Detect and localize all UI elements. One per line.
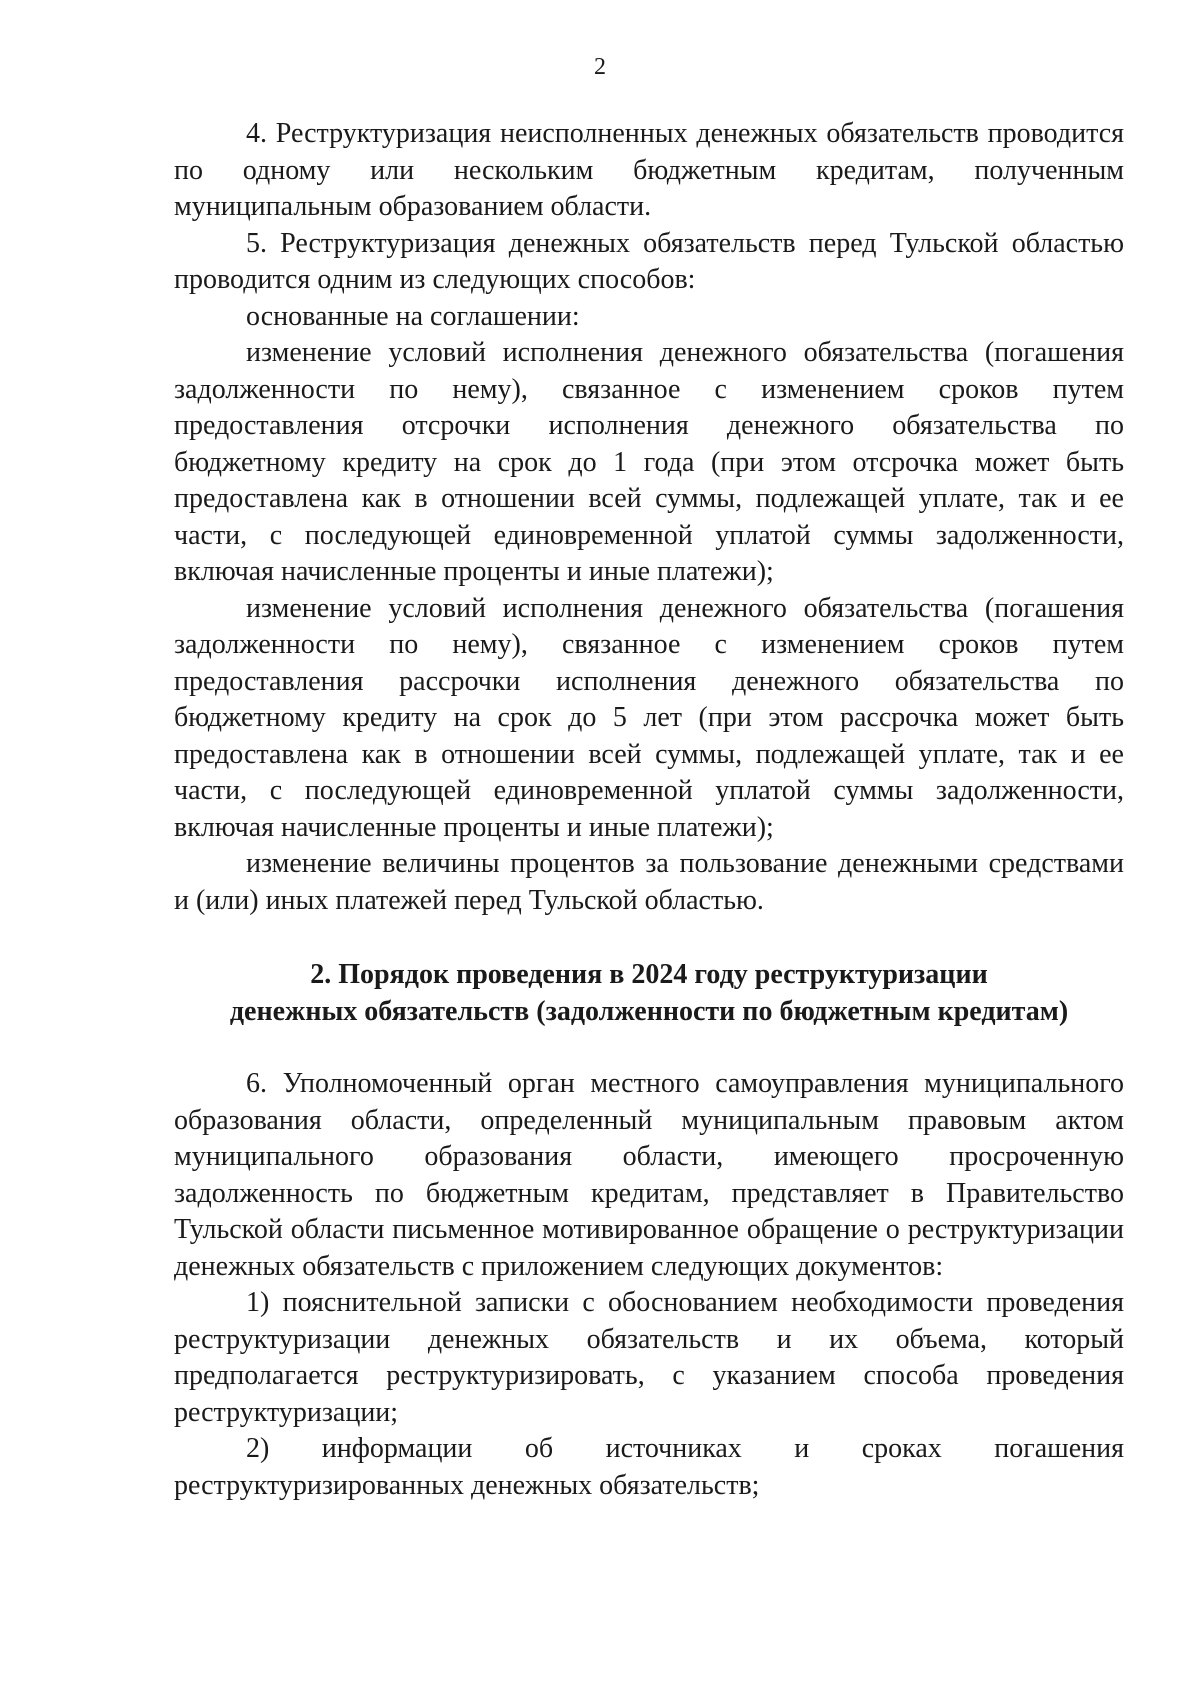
paragraph-installment: изменение условий исполнения денежного обязательства (погашения задолженности по нему), связанное с изменением сроков путем предоставления рассрочки исполнения денежного обязательства по бюджетному кредиту на срок до 5 лет (при этом рассрочка может быть предоставлена как в отношении всей суммы, подлежащей уплате, так и ее части, с последующей единовременной уплатой суммы задолженности, включая начисленные проценты и иные платежи); — [174, 592, 1124, 843]
list-item-2: 2) информации об источниках и сроках погашения реструктуризированных денежных обязательств; — [174, 1433, 1124, 1501]
section-heading — [174, 957, 1124, 1030]
section-heading-line-1: 2. Порядок проведения в 2024 году реструктуризации — [310, 959, 988, 990]
page-number: 2 — [594, 54, 606, 80]
paragraph-6: 6. Уполномоченный орган местного самоуправления муниципального образования области, определенный муниципальным правовым актом муниципального образования области, имеющего просроченную задолженность по бюджетным кредитам, представляет в Правительство Тульской области письменное мотивированное обращение о реструктуризации денежных обязательств с приложением следующих документов: — [174, 1068, 1124, 1282]
paragraph-interest-change: изменение величины процентов за пользование денежными средствами и (или) иных платежей перед Тульской областью. — [174, 848, 1124, 916]
paragraph-deferral: изменение условий исполнения денежного обязательства (погашения задолженности по нему), связанное с изменением сроков путем предоставления отсрочки исполнения денежного обязательства по бюджетному кредиту на срок до 1 года (при этом отсрочка может быть предоставлена как в отношении всей суммы, подлежащей уплате, так и ее части, с последующей единовременной уплатой суммы задолженности, включая начисленные проценты и иные платежи); — [174, 337, 1124, 587]
document-body — [174, 116, 1124, 1504]
section-heading-line-2: денежных обязательств (задолженности по бюджетным кредитам) — [229, 995, 1069, 1027]
paragraph-5: 5. Реструктуризация денежных обязательств перед Тульской областью проводится одним из следующих способов: — [174, 227, 1124, 295]
list-item-1: 1) пояснительной записки с обоснованием необходимости проведения реструктуризации денежных обязательств и их объема, который предполагается реструктуризировать, с указанием способа проведения реструктуризации; — [174, 1287, 1124, 1428]
paragraph-4: 4. Реструктуризация неисполненных денежных обязательств проводится по одному или нескольким бюджетным кредитам, полученным муниципальным образованием области. — [174, 118, 1124, 222]
paragraph-agreement-based: основанные на соглашении: — [246, 300, 580, 332]
